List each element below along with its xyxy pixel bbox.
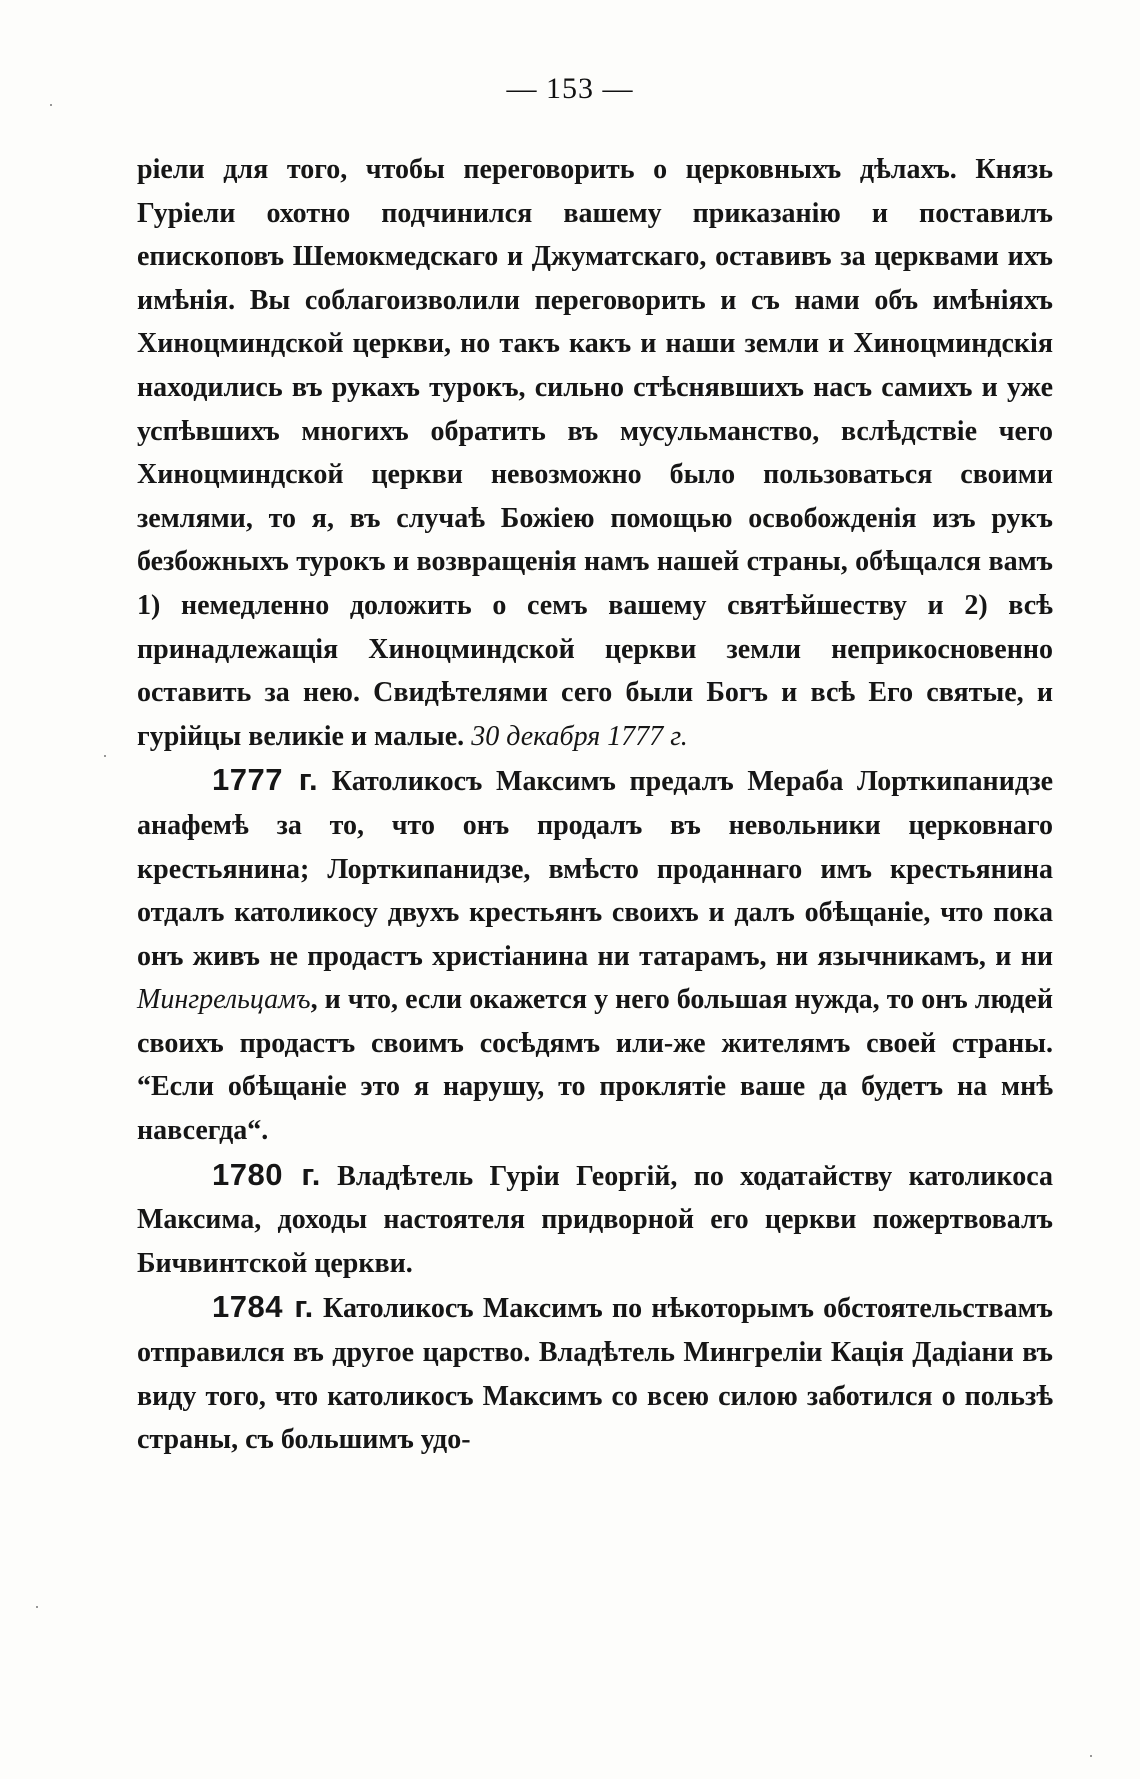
- scan-speck: [1090, 1755, 1092, 1757]
- scan-speck: [36, 1606, 38, 1608]
- paragraph-gurieli-letter: [137, 148, 1053, 758]
- paragraph-text-continued: , и что, если окажется у него большая нужда, то онъ людей своихъ продастъ своимъ сосѣдямъ или-же жителямъ своей страны. “Если обѣщаніе это я нарушу, то проклятіе ваше да будетъ на мнѣ навсегда“.: [137, 984, 1053, 1147]
- letter-date: 30 декабря 1777 г.: [471, 720, 688, 752]
- year-heading: 1780 г.: [212, 1156, 321, 1192]
- italic-term: Мингрельцамъ: [137, 984, 311, 1016]
- scan-speck: [50, 104, 52, 106]
- year-heading: 1784 г.: [212, 1289, 314, 1325]
- paragraph-1777: [137, 758, 1053, 1152]
- paragraph-text: Владѣтель Гуріи Георгій, по ходатайству католикоса Максима, доходы настоятеля придворной его церкви пожертвовалъ Бичвинтской церкви.: [137, 1160, 1054, 1279]
- paragraph-1780: [137, 1153, 1053, 1286]
- page-text: [137, 148, 1053, 1462]
- page-number: — 153 —: [506, 72, 634, 105]
- scan-speck: [104, 755, 106, 757]
- paragraph-text: Католикосъ Максимъ предалъ Мераба Лорткипанидзе анафемѣ за то, что онъ продалъ въ невольники церковнаго крестьянина; Лорткипанидзе, вмѣсто проданнаго имъ крестьянина отдалъ католикосу двухъ крестьянъ своихъ и далъ обѣщаніе, что пока онъ живъ не продастъ христіанина ни татарамъ, ни язычникамъ, и ни: [137, 766, 1054, 972]
- paragraph-text: ріели для того, чтобы переговорить о церковныхъ дѣлахъ. Князь Гуріели охотно подчинился вашему приказанію и поставилъ епископовъ Шемокмедскаго и Джуматскаго, оставивъ за церквами ихъ имѣнія. Вы соблагоизволили переговорить и съ нами объ имѣніяхъ Хиноцминдской церкви, но такъ какъ и наши земли и Хиноцминдскія находились въ рукахъ турокъ, сильно стѣснявшихъ насъ самихъ и уже успѣвшихъ многихъ обратить въ мусульманство, вслѣдствіе чего Хиноцминдской церкви невозможно было пользоваться своими землями, то я, въ случаѣ Божіею помощью освобожденія изъ рукъ безбожныхъ турокъ и возвращенія намъ нашей страны, обѣщался вамъ 1) немедленно доложить о семъ вашему святѣйшеству и 2) всѣ принадлежащія Хиноцминдской церкви земли неприкосновенно оставить за нею. Свидѣтелями сего были Богъ и всѣ Его святые, и гурійцы великіе и малые.: [137, 154, 1053, 752]
- paragraph-1784: [137, 1285, 1053, 1461]
- year-heading: 1777 г.: [212, 762, 319, 798]
- paragraph-text: Католикосъ Максимъ по нѣкоторымъ обстоятельствамъ отправился въ другое царство. Владѣтель Мингреліи Кація Дадіани въ виду того, что католикосъ Максимъ со всею силою заботился о пользѣ страны, съ большимъ удо-: [137, 1293, 1053, 1456]
